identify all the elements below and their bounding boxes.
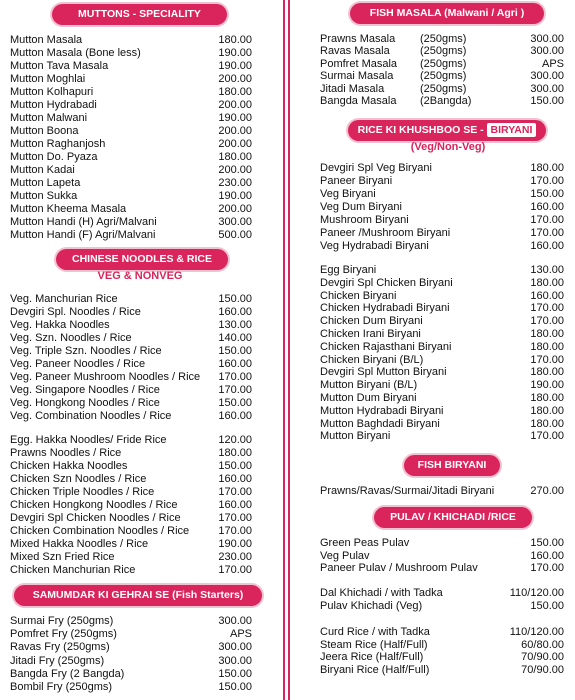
menu-item-name: Biryani Rice (Half/Full) <box>320 663 430 676</box>
menu-item-name: Bangda Masala <box>320 95 397 107</box>
menu-item-name: Mutton Baghdadi Biryani <box>320 417 440 430</box>
menu-item-price: 300.00 <box>218 216 252 228</box>
menu-item-name: Chicken Biryani <box>320 289 397 302</box>
menu-item <box>10 203 252 216</box>
menu-item-price: 110/120.00 <box>509 626 564 638</box>
biryani-section-header <box>348 120 546 141</box>
menu-item-name: Devgiri Spl Chicken Biryani <box>320 276 453 289</box>
menu-item-quantity: (250gms) <box>420 45 467 58</box>
menu-item <box>10 34 252 47</box>
menu-item-name: Veg. Singapore Noodles / Rice <box>10 384 160 396</box>
menu-item-price: 160.00 <box>530 201 564 213</box>
menu-item-name: Mutton Handi (F) Agri/Malvani <box>10 229 156 241</box>
menu-item-price: 180.00 <box>530 392 564 404</box>
menu-item <box>10 681 252 694</box>
menu-item <box>10 60 252 73</box>
menu-item-name: Dal Khichadi / with Tadka <box>320 587 443 599</box>
menu-item-price: 300.00 <box>218 641 252 654</box>
menu-item-name: Veg. Manchurian Rice <box>10 293 118 305</box>
menu-item-price: 180.00 <box>530 276 564 289</box>
menu-item-name: Surmai Masala <box>320 70 394 83</box>
menu-item-price: 200.00 <box>218 73 252 85</box>
biryani-header-prefix: RICE KI KHUSHBOO SE - <box>357 124 487 136</box>
menu-item <box>10 655 252 668</box>
menu-item-price: 160.00 <box>218 358 252 370</box>
menu-item-price: 170.00 <box>530 562 564 574</box>
menu-item <box>10 319 252 332</box>
menu-item-name: Veg Pulav <box>320 549 370 562</box>
menu-item <box>320 328 564 341</box>
menu-item <box>320 354 564 367</box>
menu-item <box>10 345 252 358</box>
menu-item-name: Veg. Paneer Noodles / Rice <box>10 358 146 370</box>
menu-item-price: 200.00 <box>218 138 252 150</box>
menu-item-price: 300.00 <box>530 33 564 45</box>
menu-item <box>320 162 564 175</box>
menu-item <box>10 229 252 242</box>
menu-item-name: Devgiri Spl Veg Biryani <box>320 162 432 174</box>
menu-item <box>320 664 564 677</box>
menu-item <box>10 564 252 577</box>
menu-item-price: 180.00 <box>530 366 564 379</box>
menu-item <box>10 473 252 486</box>
menu-item-name: Egg. Hakka Noodles/ Fride Rice <box>10 434 167 446</box>
menu-item <box>320 264 564 277</box>
menu-item-price: 150.00 <box>218 681 252 693</box>
menu-item-price: 70/90.00 <box>521 663 564 676</box>
menu-item-price: 170.00 <box>530 353 564 366</box>
menu-item <box>320 379 564 392</box>
menu-item-price: 300.00 <box>530 45 564 58</box>
menu-item <box>10 177 252 190</box>
menu-item <box>320 58 564 71</box>
menu-item-price: 270.00 <box>530 485 564 497</box>
menu-item-price: 190.00 <box>218 60 252 72</box>
menu-item-price: 180.00 <box>530 404 564 417</box>
menu-item-name: Mutton Malwani <box>10 112 88 124</box>
menu-item-price: 170.00 <box>218 371 252 383</box>
menu-item <box>10 151 252 164</box>
menu-item <box>320 430 564 443</box>
menu-item <box>10 216 252 229</box>
menu-item-name: Mutton Do. Pyaza <box>10 151 98 163</box>
menu-item-name: Chicken Hongkong Noodles / Rice <box>10 499 178 511</box>
menu-item <box>10 460 252 473</box>
menu-item-price: 200.00 <box>218 203 252 215</box>
menu-item <box>320 33 564 46</box>
menu-item-price: 170.00 <box>530 214 564 226</box>
menu-item-price: 170.00 <box>218 384 252 396</box>
menu-item-name: Chicken Biryani (B/L) <box>320 353 424 366</box>
menu-item-name: Chicken Irani Biryani <box>320 328 421 340</box>
menu-item <box>10 358 252 371</box>
menu-item <box>10 641 252 654</box>
menu-item-name: Jitadi Masala <box>320 82 385 95</box>
menu-item <box>320 302 564 315</box>
menu-item-name: Prawns Masala <box>320 33 396 45</box>
menu-item-name: Jeera Rice (Half/Full) <box>320 651 424 663</box>
menu-item-name: Veg. Szn. Noodles / Rice <box>10 332 132 344</box>
menu-item-price: APS <box>541 57 564 70</box>
chinese-section-header: CHINESE NOODLES & RICE <box>56 249 228 270</box>
menu-item-price: 150.00 <box>530 95 564 107</box>
menu-item <box>10 434 252 447</box>
menu-item-price: 200.00 <box>218 164 252 176</box>
menu-item-price: 160.00 <box>218 473 252 485</box>
menu-item-name: Bangda Fry (2 Bangda) <box>10 667 125 680</box>
menu-item <box>10 293 252 306</box>
menu-item-price: 120.00 <box>218 434 252 446</box>
menu-item <box>10 164 252 177</box>
menu-item-price: APS <box>229 628 252 641</box>
menu-item-name: Chicken Rajasthani Biryani <box>320 340 452 353</box>
menu-item-name: Mutton Sukka <box>10 190 78 202</box>
column-divider-right <box>288 0 290 700</box>
menu-item <box>10 538 252 551</box>
menu-item-price: 170.00 <box>218 525 252 537</box>
menu-item <box>10 486 252 499</box>
menu-item <box>320 227 564 240</box>
menu-item-name: Paneer Biryani <box>320 175 393 187</box>
fish-biryani-section-header: FISH BIRYANI <box>404 455 500 476</box>
menu-item <box>320 315 564 328</box>
menu-item-price: 180.00 <box>530 417 564 430</box>
menu-item <box>320 392 564 405</box>
menu-item-name: Veg. Triple Szn. Noodles / Rice <box>10 345 162 357</box>
menu-item-price: 160.00 <box>218 499 252 511</box>
menu-item-price: 140.00 <box>218 332 252 344</box>
menu-item <box>10 668 252 681</box>
menu-item-price: 300.00 <box>530 82 564 95</box>
menu-item-price: 160.00 <box>218 306 252 318</box>
fish-starters-section-header: SAMUMDAR KI GEHRAI SE (Fish Starters) <box>14 585 262 606</box>
menu-item-price: 300.00 <box>218 615 252 627</box>
menu-item-name: Ravas Fry (250gms) <box>10 641 110 654</box>
menu-item <box>320 214 564 227</box>
menu-item-price: 180.00 <box>218 86 252 98</box>
menu-item-price: 180.00 <box>218 151 252 163</box>
menu-item <box>10 384 252 397</box>
menu-item <box>320 83 564 96</box>
menu-item-name: Green Peas Pulav <box>320 537 410 549</box>
menu-item-price: 160.00 <box>218 410 252 422</box>
menu-item-price: 170.00 <box>530 315 564 328</box>
menu-item-name: Chicken Manchurian Rice <box>10 564 136 576</box>
menu-item-price: 150.00 <box>530 599 564 612</box>
menu-item-price: 170.00 <box>530 302 564 315</box>
menu-item <box>320 201 564 214</box>
menu-item-price: 130.00 <box>530 264 564 276</box>
menu-item-name: Mutton Biryani <box>320 430 391 443</box>
menu-item <box>320 45 564 58</box>
menu-item-price: 150.00 <box>530 188 564 200</box>
menu-item <box>10 397 252 410</box>
menu-item <box>320 550 564 563</box>
menu-item-name: Devgiri Spl Chicken Noodles / Rice <box>10 512 181 524</box>
menu-item-name: Mutton Kheema Masala <box>10 203 127 215</box>
menu-item-name: Mutton Biryani (B/L) <box>320 379 418 392</box>
menu-item <box>10 499 252 512</box>
menu-item-price: 170.00 <box>530 175 564 187</box>
menu-item-name: Mixed Szn Fried Rice <box>10 551 115 563</box>
menu-item <box>320 587 564 600</box>
menu-item <box>320 175 564 188</box>
pulav-section-header: PULAV / KHICHADI /RICE <box>374 507 532 528</box>
menu-item <box>320 188 564 201</box>
menu-item <box>320 537 564 550</box>
menu-item-name: Veg. Paneer Mushroom Noodles / Rice <box>10 371 201 383</box>
menu-item-price: 200.00 <box>218 125 252 137</box>
menu-item <box>320 626 564 639</box>
menu-item-name: Bombil Fry (250gms) <box>10 681 113 693</box>
menu-item <box>10 371 252 384</box>
menu-item-price: 190.00 <box>218 47 252 59</box>
menu-item <box>10 112 252 125</box>
menu-item-price: 180.00 <box>530 340 564 353</box>
menu-item <box>10 628 252 641</box>
menu-item-name: Mixed Hakka Noodles / Rice <box>10 538 149 550</box>
menu-item <box>10 138 252 151</box>
menu-item-price: 60/80.00 <box>521 638 564 651</box>
menu-item-quantity: (250gms) <box>420 33 467 45</box>
menu-item <box>320 600 564 613</box>
menu-item-price: 150.00 <box>218 460 252 472</box>
menu-item-price: 180.00 <box>530 328 564 340</box>
menu-item-price: 180.00 <box>530 162 564 174</box>
menu-item-name: Surmai Fry (250gms) <box>10 615 114 627</box>
biryani-header-highlight: BIRYANI <box>487 123 537 137</box>
menu-item-price: 170.00 <box>530 430 564 443</box>
menu-item <box>10 73 252 86</box>
menu-item-price: 170.00 <box>218 512 252 524</box>
menu-item-name: Ravas Masala <box>320 45 390 58</box>
menu-item-name: Veg Hydrabadi Biryani <box>320 240 429 252</box>
menu-item-name: Prawns Noodles / Rice <box>10 447 122 459</box>
menu-item-name: Pomfret Masala <box>320 57 398 70</box>
menu-item-name: Steam Rice (Half/Full) <box>320 638 428 651</box>
chinese-subheader: VEG & NONVEG <box>97 270 183 282</box>
menu-item-name: Mutton Hydrabadi <box>10 99 97 111</box>
menu-item-quantity: (2Bangda) <box>420 95 472 107</box>
menu-item-name: Paneer Pulav / Mushroom Pulav <box>320 562 478 574</box>
menu-item-price: 150.00 <box>530 537 564 549</box>
menu-item <box>10 512 252 525</box>
menu-item-name: Veg. Hongkong Noodles / Rice <box>10 397 160 409</box>
menu-item-price: 170.00 <box>218 564 252 576</box>
menu-item <box>320 366 564 379</box>
menu-item-name: Mutton Moghlai <box>10 73 86 85</box>
menu-item-name: Chicken Szn Noodles / Rice <box>10 473 147 485</box>
menu-item-name: Mutton Lapeta <box>10 177 81 189</box>
menu-item <box>320 277 564 290</box>
menu-item <box>320 562 564 575</box>
menu-item-name: Mutton Boona <box>10 125 79 137</box>
menu-item <box>10 447 252 460</box>
menu-item-price: 150.00 <box>218 345 252 357</box>
menu-item <box>320 485 564 498</box>
menu-item-price: 190.00 <box>218 538 252 550</box>
menu-item <box>10 615 252 628</box>
menu-item <box>10 86 252 99</box>
menu-item <box>320 405 564 418</box>
menu-item-price: 300.00 <box>530 70 564 83</box>
menu-item <box>10 306 252 319</box>
menu-item-price: 160.00 <box>530 549 564 562</box>
menu-item <box>10 525 252 538</box>
menu-item-price: 500.00 <box>218 229 252 241</box>
menu-item-price: 230.00 <box>218 177 252 189</box>
column-divider-left <box>283 0 285 700</box>
menu-item-price: 70/90.00 <box>521 651 564 663</box>
menu-item-name: Mutton Masala <box>10 34 83 46</box>
menu-item-price: 230.00 <box>218 551 252 563</box>
menu-item-name: Mutton Kadai <box>10 164 75 176</box>
menu-item <box>10 47 252 60</box>
biryani-subheader: (Veg/Non-Veg) <box>410 141 486 153</box>
menu-item <box>320 651 564 664</box>
menu-item-name: Chicken Hydrabadi Biryani <box>320 302 450 315</box>
menu-item-name: Pomfret Fry (250gms) <box>10 628 117 641</box>
menu-item-name: Devgiri Spl. Noodles / Rice <box>10 306 141 318</box>
menu-item-price: 170.00 <box>530 227 564 239</box>
menu-item-quantity: (250gms) <box>420 70 467 83</box>
menu-item-name: Mutton Kolhapuri <box>10 86 94 98</box>
menu-item <box>320 341 564 354</box>
menu-item-name: Chicken Triple Noodles / Rice <box>10 486 155 498</box>
menu-item-quantity: (250gms) <box>420 57 467 70</box>
menu-item-price: 190.00 <box>218 112 252 124</box>
menu-item <box>320 418 564 431</box>
menu-item <box>10 551 252 564</box>
menu-item-price: 190.00 <box>218 190 252 202</box>
menu-item-name: Veg. Hakka Noodles <box>10 319 110 331</box>
menu-item-price: 130.00 <box>218 319 252 331</box>
menu-item <box>320 70 564 83</box>
menu-item <box>320 240 564 253</box>
menu-item <box>320 639 564 652</box>
muttons-section-header: MUTTONS - SPECIALITY <box>52 4 227 25</box>
menu-item-price: 180.00 <box>218 447 252 459</box>
menu-item-price: 300.00 <box>218 654 252 667</box>
menu-item-price: 150.00 <box>218 397 252 409</box>
menu-item-name: Devgiri Spl Mutton Biryani <box>320 366 447 379</box>
menu-item-name: Veg. Combination Noodles / Rice <box>10 410 172 422</box>
menu-item-price: 110/120.00 <box>509 587 564 599</box>
menu-item-name: Mutton Handi (H) Agri/Malvani <box>10 216 157 228</box>
menu-item-name: Jitadi Fry (250gms) <box>10 654 105 667</box>
menu-item-name: Pulav Khichadi (Veg) <box>320 599 423 612</box>
menu-item-price: 180.00 <box>218 34 252 46</box>
menu-item <box>10 99 252 112</box>
menu-item <box>10 125 252 138</box>
menu-item-price: 150.00 <box>218 293 252 305</box>
menu-item-price: 160.00 <box>530 289 564 302</box>
menu-item-name: Mutton Tava Masala <box>10 60 109 72</box>
menu-item-name: Curd Rice / with Tadka <box>320 626 430 638</box>
menu-item-name: Mutton Dum Biryani <box>320 392 417 404</box>
menu-item <box>320 290 564 303</box>
fish-masala-section-header: FISH MASALA (Malwani / Agri ) <box>350 3 544 24</box>
menu-item-price: 170.00 <box>218 486 252 498</box>
menu-item-name: Prawns/Ravas/Surmai/Jitadi Biryani <box>320 485 495 497</box>
menu-item-name: Veg Dum Biryani <box>320 201 402 213</box>
menu-item-price: 200.00 <box>218 99 252 111</box>
menu-item-name: Chicken Combination Noodles / Rice <box>10 525 190 537</box>
menu-item-name: Mutton Masala (Bone less) <box>10 47 141 59</box>
menu-item <box>320 95 564 108</box>
menu-item-name: Egg Biryani <box>320 264 377 276</box>
menu-item <box>10 332 252 345</box>
menu-item-price: 150.00 <box>218 667 252 680</box>
menu-item-price: 160.00 <box>530 240 564 252</box>
menu-item-name: Chicken Dum Biryani <box>320 315 423 328</box>
menu-item-name: Mushroom Biryani <box>320 214 409 226</box>
menu-item-quantity: (250gms) <box>420 82 467 95</box>
menu-item-name: Mutton Raghanjosh <box>10 138 106 150</box>
menu-item-price: 190.00 <box>530 379 564 392</box>
menu-item-name: Paneer /Mushroom Biryani <box>320 227 451 239</box>
menu-item <box>10 190 252 203</box>
menu-item-name: Chicken Hakka Noodles <box>10 460 128 472</box>
menu-item-name: Veg Biryani <box>320 188 376 200</box>
menu-item <box>10 410 252 423</box>
menu-item-name: Mutton Hydrabadi Biryani <box>320 404 444 417</box>
